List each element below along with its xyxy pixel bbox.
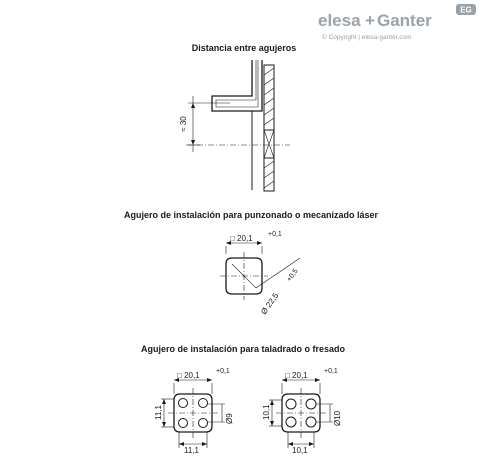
bracket-drawing <box>179 60 290 191</box>
dim-label-vertical-left: 11,1 <box>154 405 163 420</box>
dim-label-square-tol-left: +0,1 <box>216 368 230 375</box>
dim-label-square-right: □ 20,1 <box>285 371 308 380</box>
dim-label-square-left: □ 20,1 <box>177 371 200 380</box>
title-punch-hole: Agujero de instalación para punzonado o mecanizado láser <box>123 210 379 220</box>
logo-text-elesa: elesa <box>318 11 361 30</box>
dim-label-square-tol-right: +0,1 <box>324 368 338 375</box>
title-hole-distance: Distancia entre agujeros <box>191 43 297 53</box>
z-profile-outer <box>212 60 262 111</box>
dim-label-30: ≈ 30 <box>179 116 188 132</box>
badge-eg-text: EG <box>460 5 472 15</box>
title-drill-hole: Agujero de instalación para taladrado o fresado <box>140 344 346 354</box>
brand-logo <box>318 4 476 41</box>
drill-hole-left <box>154 368 234 454</box>
dim-label-square-punch: □ 20,1 <box>230 234 253 243</box>
punch-hole-drawing <box>220 231 300 316</box>
dim-label-hole-right: Ø10 <box>333 410 342 426</box>
dim-label-diameter: Ø 22,5 <box>259 291 281 317</box>
dim-label-horizontal-right: 10,1 <box>292 446 308 454</box>
logo-text-ganter: Ganter <box>377 11 432 30</box>
logo-plus: + <box>365 11 375 30</box>
copyright-text: © Copyright | elesa-ganter.com <box>322 34 412 41</box>
dim-label-hole-left: Ø9 <box>225 413 234 424</box>
dim-label-horizontal-left: 11,1 <box>184 446 199 454</box>
dim-label-diameter-tol: +0,5 <box>285 267 300 284</box>
dim-label-square-tol-punch: +0,1 <box>268 231 282 238</box>
dim-label-vertical-right: 10,1 <box>262 404 271 420</box>
drill-hole-right <box>262 368 342 454</box>
